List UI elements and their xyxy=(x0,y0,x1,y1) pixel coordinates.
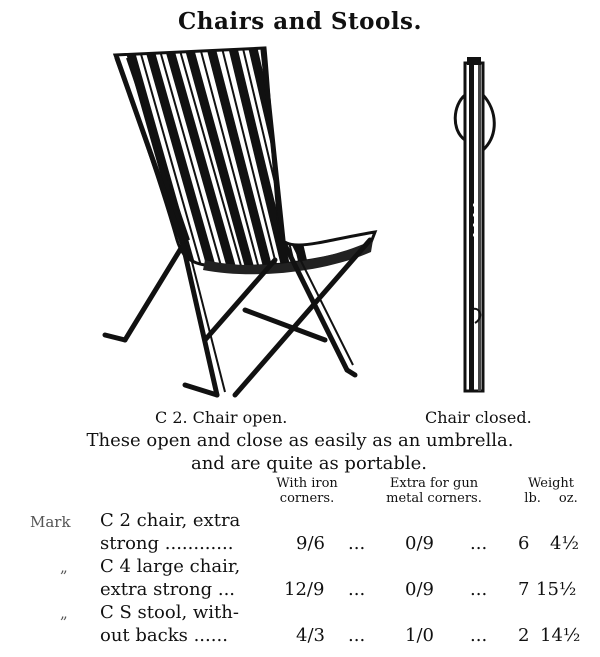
header-iron-line-2: corners. xyxy=(279,491,335,506)
row-3-price: 4/3 xyxy=(296,625,325,646)
header-oz: oz. xyxy=(558,491,578,506)
chair-open-illustration xyxy=(85,40,385,405)
row-2-name-line-1: C 4 large chair, xyxy=(100,556,241,577)
row-3-extra: 1/0 xyxy=(405,625,434,646)
header-gun-line-1: Extra for gun xyxy=(389,476,479,491)
row-3-name-line-2: out backs ...... xyxy=(100,625,228,646)
row-3-lb: 2 xyxy=(518,625,530,646)
chair-closed-illustration xyxy=(445,55,505,395)
row-1-prefix: Mark xyxy=(30,513,71,531)
row-2-oz: 15½ xyxy=(536,579,577,600)
header-weight-label: Weight xyxy=(527,476,575,491)
header-gun-line-2: metal corners. xyxy=(386,491,482,506)
row-2-lb: 7 xyxy=(518,579,530,600)
header-iron-line-1: With iron xyxy=(276,476,338,491)
row-2-name-line-2: extra strong ... xyxy=(100,579,236,600)
page-title: Chairs and Stools. xyxy=(177,8,423,35)
row-2-dots-2: ... xyxy=(470,579,488,600)
row-1-name-line-2: strong ............ xyxy=(100,533,234,554)
row-2-prefix: „ xyxy=(60,558,68,576)
description-line-2: and are quite as portable. xyxy=(190,453,428,474)
header-weight xyxy=(508,476,594,506)
row-3-dots-2: ... xyxy=(470,625,488,646)
caption-chair-closed: Chair closed. xyxy=(425,408,532,427)
row-2-extra: 0/9 xyxy=(405,579,434,600)
row-2-dots-1: ... xyxy=(348,579,366,600)
row-1-dots-2: ... xyxy=(470,533,488,554)
description-line-1: These open and close as easily as an umbrella. xyxy=(86,430,514,451)
caption-chair-open: C 2. Chair open. xyxy=(155,408,288,427)
header-lb: lb. xyxy=(524,491,541,506)
row-3-prefix: „ xyxy=(60,604,68,622)
header-iron-corners xyxy=(262,476,352,506)
row-1-dots-1: ... xyxy=(348,533,366,554)
row-3-name-line-1: C S stool, with- xyxy=(100,602,239,623)
row-3-oz: 14½ xyxy=(540,625,581,646)
row-3-dots-1: ... xyxy=(348,625,366,646)
row-1-oz: 4½ xyxy=(550,533,579,554)
row-2-price: 12/9 xyxy=(284,579,325,600)
header-gun-metal xyxy=(368,476,500,506)
row-1-extra: 0/9 xyxy=(405,533,434,554)
row-1-price: 9/6 xyxy=(296,533,325,554)
row-1-lb: 6 xyxy=(518,533,530,554)
row-1-name-line-1: C 2 chair, extra xyxy=(100,510,241,531)
